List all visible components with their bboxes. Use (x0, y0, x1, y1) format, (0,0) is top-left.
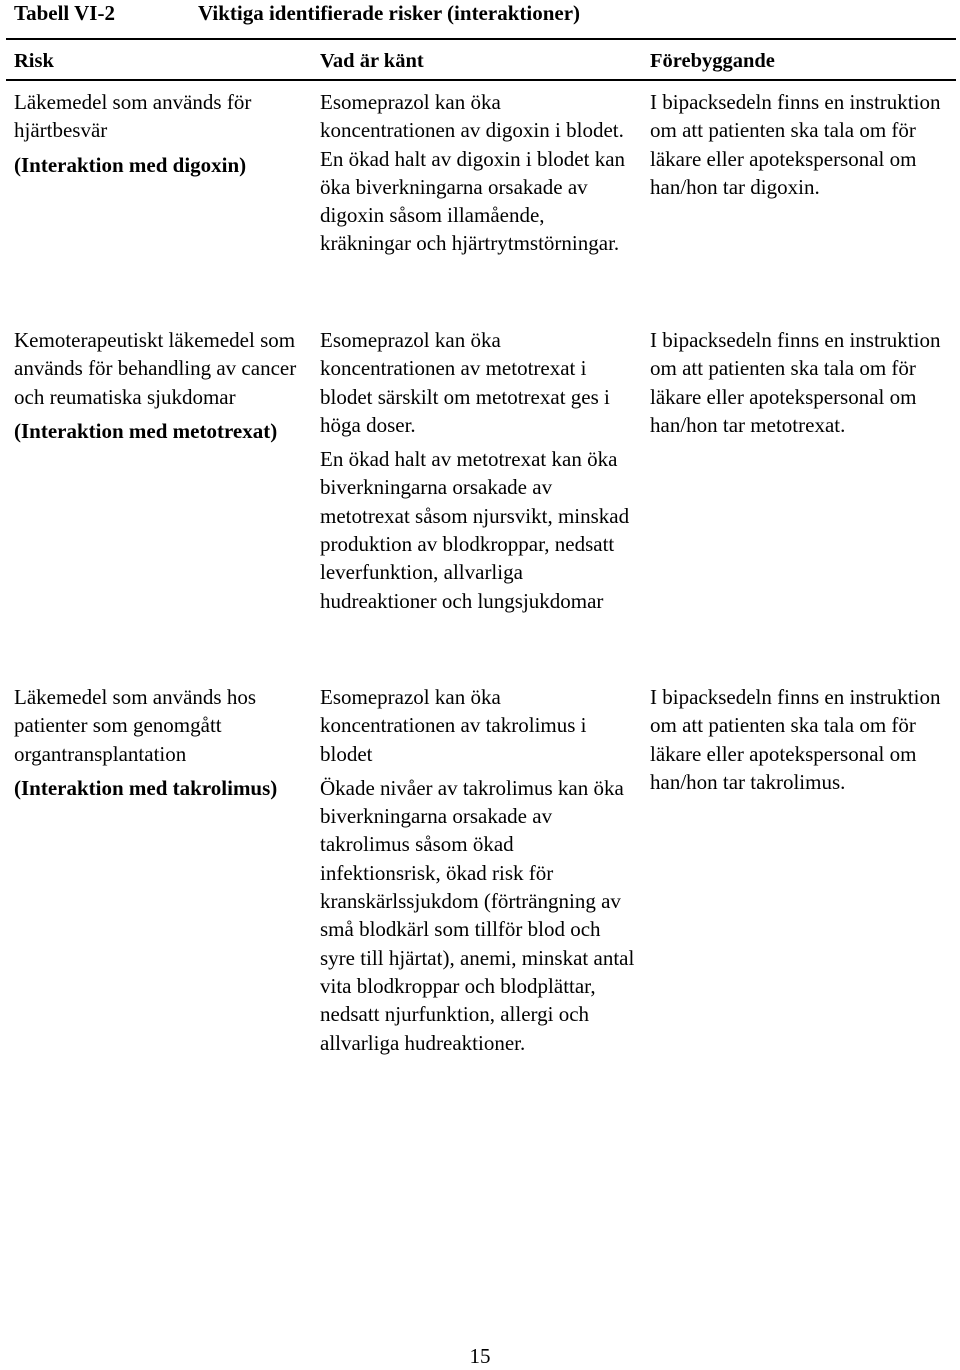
known-cell (320, 683, 635, 1057)
known-cell (320, 88, 635, 258)
risk-interaction: (Interaktion med digoxin) (14, 152, 247, 177)
risk-interaction: (Interaktion med metotrexat) (14, 418, 278, 443)
known-text: Esomeprazol kan öka koncentrationen av digoxin i blodet. En ökad halt av digoxin i blodet kan öka biverkningarna orsakade av digoxin såsom illamående, kräkningar och hjärtrytmstörningar. (320, 90, 626, 256)
risk-description: Läkemedel som används för hjärtbesvär (14, 90, 252, 143)
known-text: En ökad halt av metotrexat kan öka biverkningarna orsakade av metotrexat såsom njursvikt, minskad produktion av blodkroppar, nedsatt leverfunktion, allvarliga hudreaktioner och lungsjukdomar (320, 447, 630, 613)
prevention-text: I bipacksedeln finns en instruktion om att patienten ska tala om för läkare eller apotekspersonal om han/hon tar takrolimus. (650, 685, 941, 794)
column-header-risk: Risk (14, 50, 54, 72)
table-title: Viktiga identifierade risker (interaktioner) (198, 1, 581, 25)
prevention-cell (650, 683, 950, 796)
prevention-text: I bipacksedeln finns en instruktion om att patienten ska tala om för läkare eller apotekspersonal om han/hon tar metotrexat. (650, 328, 941, 437)
page-number: 15 (469, 1344, 491, 1368)
prevention-cell (650, 88, 950, 201)
prevention-text: I bipacksedeln finns en instruktion om att patienten ska tala om för läkare eller apotekspersonal om han/hon tar digoxin. (650, 90, 941, 199)
known-text: Esomeprazol kan öka koncentrationen av takrolimus i blodet (320, 685, 587, 766)
risk-interaction: (Interaktion med takrolimus) (14, 775, 278, 800)
table-header (0, 46, 960, 76)
risk-cell (14, 683, 304, 802)
risk-cell (14, 326, 304, 445)
known-text: Ökade nivåer av takrolimus kan öka biverkningarna orsakade av takrolimus såsom ökad infektionsrisk, ökad risk för kranskärlssjukdom (förträngning av små blodkärl som tillför blod och syre till hjärtat), anemi, minskat antal vita blodkroppar och blodplättar, nedsatt njurfunktion, allergi och allvarliga hudreaktioner. (320, 775, 635, 1055)
table-label: Tabell VI-2 (14, 1, 115, 25)
risk-description: Kemoterapeutiskt läkemedel som används för behandling av cancer och reumatiska sjukdomar (14, 328, 297, 409)
table-top-rule (6, 38, 956, 40)
risk-description: Läkemedel som används hos patienter som genomgått organtransplantation (14, 685, 257, 766)
table-header-rule (6, 79, 956, 81)
known-cell (320, 326, 635, 615)
risk-cell (14, 88, 304, 179)
known-text: Esomeprazol kan öka koncentrationen av metotrexat i blodet särskilt om metotrexat ges i höga doser. (320, 328, 610, 437)
prevention-cell (650, 326, 950, 439)
column-header-prevention: Förebyggande (650, 50, 775, 72)
column-header-known: Vad är känt (320, 50, 424, 72)
